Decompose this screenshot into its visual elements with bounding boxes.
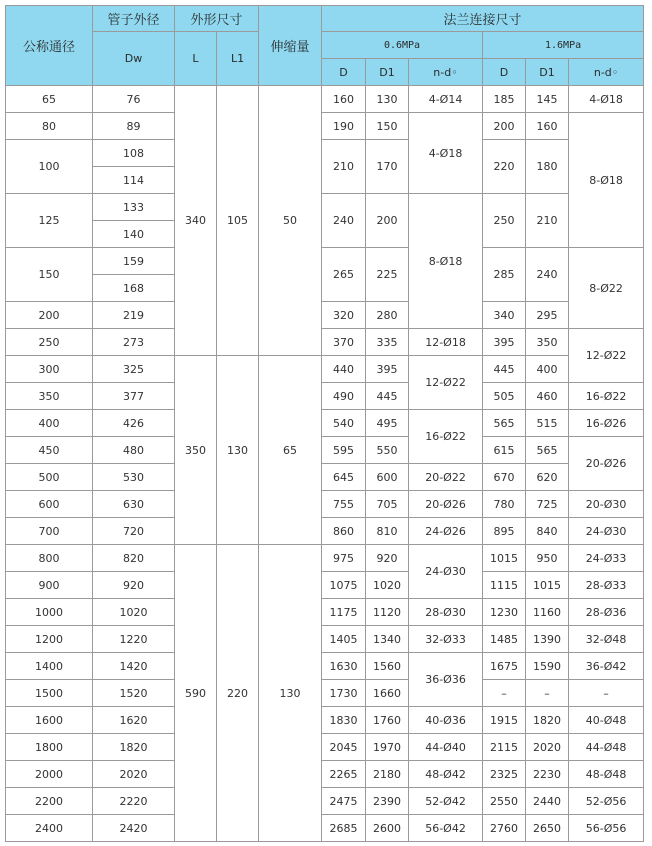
pipe-od-cell: 159 <box>93 248 175 275</box>
bolt-nd-1-6-cell: 12-Ø22 <box>569 329 644 383</box>
pipe-od-cell: 325 <box>93 356 175 383</box>
flange-D-1-6-cell: 2760 <box>483 815 526 842</box>
table-row <box>6 113 644 140</box>
pipe-od-cell: 1620 <box>93 707 175 734</box>
table-row <box>6 653 644 680</box>
flange-D-0-6-cell: 540 <box>322 410 366 437</box>
flange-D-1-6-cell: 1115 <box>483 572 526 599</box>
flange-D1-0-6-cell: 2600 <box>366 815 409 842</box>
table-row <box>6 140 644 167</box>
pipe-od-cell: 2420 <box>93 815 175 842</box>
nominal-dia-cell: 1600 <box>6 707 93 734</box>
flange-D-1-6-cell: 505 <box>483 383 526 410</box>
pipe-od-cell: 1520 <box>93 680 175 707</box>
flange-D1-1-6-cell: 210 <box>526 194 569 248</box>
bolt-nd-0-6-cell: 52-Ø42 <box>409 788 483 815</box>
dim-L-cell: 340 <box>175 86 217 356</box>
nominal-dia-cell: 1200 <box>6 626 93 653</box>
table-row <box>6 356 644 383</box>
flange-D-1-6-cell: 220 <box>483 140 526 194</box>
flange-D1-0-6-cell: 225 <box>366 248 409 302</box>
flange-D1-0-6-cell: 2390 <box>366 788 409 815</box>
header-D1-0-6: D1 <box>366 59 409 86</box>
flange-D-0-6-cell: 2265 <box>322 761 366 788</box>
flange-D1-0-6-cell: 1560 <box>366 653 409 680</box>
flange-D-0-6-cell: 1630 <box>322 653 366 680</box>
table-row <box>6 815 644 842</box>
flange-D-1-6-cell: 1230 <box>483 599 526 626</box>
flange-D-0-6-cell: 490 <box>322 383 366 410</box>
bolt-nd-0-6-cell: 24-Ø26 <box>409 518 483 545</box>
pipe-od-cell: 108 <box>93 140 175 167</box>
header-pipe-od-sym: Dw <box>93 32 175 86</box>
pipe-od-cell: 1420 <box>93 653 175 680</box>
pipe-od-cell: 219 <box>93 302 175 329</box>
table-row <box>6 491 644 518</box>
flange-D-0-6-cell: 1405 <box>322 626 366 653</box>
flange-D-0-6-cell: 755 <box>322 491 366 518</box>
flange-D1-1-6-cell: 460 <box>526 383 569 410</box>
header-dim-L: L <box>175 32 217 86</box>
flange-D1-0-6-cell: 550 <box>366 437 409 464</box>
flange-D1-0-6-cell: 130 <box>366 86 409 113</box>
pipe-od-cell: 530 <box>93 464 175 491</box>
flange-D1-1-6-cell: 160 <box>526 113 569 140</box>
flange-D-0-6-cell: 975 <box>322 545 366 572</box>
flange-D1-0-6-cell: 1660 <box>366 680 409 707</box>
flange-D1-1-6-cell: 1590 <box>526 653 569 680</box>
flange-D1-0-6-cell: 705 <box>366 491 409 518</box>
flange-D1-0-6-cell: 1970 <box>366 734 409 761</box>
bolt-nd-0-6-cell: 12-Ø22 <box>409 356 483 410</box>
flange-D-1-6-cell: – <box>483 680 526 707</box>
pipe-od-cell: 89 <box>93 113 175 140</box>
bolt-nd-0-6-cell: 4-Ø18 <box>409 113 483 194</box>
nominal-dia-cell: 600 <box>6 491 93 518</box>
header-D-1-6: D <box>483 59 526 86</box>
nominal-dia-cell: 300 <box>6 356 93 383</box>
flange-D1-1-6-cell: 1015 <box>526 572 569 599</box>
bolt-nd-1-6-cell: 8-Ø22 <box>569 248 644 329</box>
flange-D1-0-6-cell: 495 <box>366 410 409 437</box>
nominal-dia-cell: 150 <box>6 248 93 302</box>
pipe-od-cell: 920 <box>93 572 175 599</box>
table-row <box>6 464 644 491</box>
flange-D-1-6-cell: 395 <box>483 329 526 356</box>
flange-D-1-6-cell: 340 <box>483 302 526 329</box>
pipe-od-cell: 114 <box>93 167 175 194</box>
nominal-dia-cell: 700 <box>6 518 93 545</box>
flange-D-1-6-cell: 200 <box>483 113 526 140</box>
nominal-dia-cell: 450 <box>6 437 93 464</box>
bolt-nd-0-6-cell: 56-Ø42 <box>409 815 483 842</box>
header-nominal-dia: 公称通径 <box>6 6 93 86</box>
pipe-od-cell: 1220 <box>93 626 175 653</box>
nominal-dia-cell: 1400 <box>6 653 93 680</box>
dim-L1-cell: 130 <box>217 356 259 545</box>
dim-L-cell: 350 <box>175 356 217 545</box>
header-nd-1-6: n-d◦ <box>569 59 644 86</box>
bolt-nd-1-6-cell: 20-Ø26 <box>569 437 644 491</box>
flange-D-0-6-cell: 210 <box>322 140 366 194</box>
flange-D-0-6-cell: 240 <box>322 194 366 248</box>
bolt-nd-0-6-cell: 28-Ø30 <box>409 599 483 626</box>
table-row <box>6 734 644 761</box>
flange-D1-0-6-cell: 2180 <box>366 761 409 788</box>
expansion-cell: 130 <box>259 545 322 842</box>
bolt-nd-0-6-cell: 32-Ø33 <box>409 626 483 653</box>
flange-D1-1-6-cell: 620 <box>526 464 569 491</box>
flange-D1-1-6-cell: 350 <box>526 329 569 356</box>
flange-D-1-6-cell: 1915 <box>483 707 526 734</box>
table-row <box>6 86 644 113</box>
flange-D-0-6-cell: 320 <box>322 302 366 329</box>
nominal-dia-cell: 250 <box>6 329 93 356</box>
bolt-nd-0-6-cell: 48-Ø42 <box>409 761 483 788</box>
flange-D-1-6-cell: 250 <box>483 194 526 248</box>
flange-D-0-6-cell: 190 <box>322 113 366 140</box>
pipe-od-cell: 76 <box>93 86 175 113</box>
pipe-od-cell: 273 <box>93 329 175 356</box>
flange-spec-table <box>5 5 644 842</box>
table-row <box>6 761 644 788</box>
flange-D-0-6-cell: 2045 <box>322 734 366 761</box>
bolt-nd-1-6-cell: 4-Ø18 <box>569 86 644 113</box>
header-nd-0-6: n-d◦ <box>409 59 483 86</box>
bolt-nd-1-6-cell: 28-Ø36 <box>569 599 644 626</box>
flange-D1-0-6-cell: 335 <box>366 329 409 356</box>
table-row <box>6 437 644 464</box>
bolt-nd-1-6-cell: 16-Ø22 <box>569 383 644 410</box>
flange-D-1-6-cell: 2325 <box>483 761 526 788</box>
pipe-od-cell: 630 <box>93 491 175 518</box>
flange-D-1-6-cell: 615 <box>483 437 526 464</box>
flange-D-1-6-cell: 670 <box>483 464 526 491</box>
flange-D1-0-6-cell: 1120 <box>366 599 409 626</box>
expansion-cell: 50 <box>259 86 322 356</box>
table-row <box>6 194 644 221</box>
table-body <box>6 86 644 842</box>
flange-D-0-6-cell: 860 <box>322 518 366 545</box>
nominal-dia-cell: 100 <box>6 140 93 194</box>
flange-D-1-6-cell: 1675 <box>483 653 526 680</box>
flange-D1-1-6-cell: 725 <box>526 491 569 518</box>
pipe-od-cell: 140 <box>93 221 175 248</box>
nominal-dia-cell: 400 <box>6 410 93 437</box>
bolt-nd-1-6-cell: 32-Ø48 <box>569 626 644 653</box>
flange-D-1-6-cell: 2550 <box>483 788 526 815</box>
flange-D1-0-6-cell: 280 <box>366 302 409 329</box>
bolt-nd-1-6-cell: 36-Ø42 <box>569 653 644 680</box>
bolt-nd-1-6-cell: 16-Ø26 <box>569 410 644 437</box>
flange-D-0-6-cell: 265 <box>322 248 366 302</box>
bolt-nd-0-6-cell: 44-Ø40 <box>409 734 483 761</box>
flange-D1-1-6-cell: 240 <box>526 248 569 302</box>
bolt-nd-1-6-cell: 8-Ø18 <box>569 113 644 248</box>
bolt-nd-0-6-cell: 20-Ø26 <box>409 491 483 518</box>
header-pressure-1-6: 1.6MPa <box>483 32 644 59</box>
flange-D1-0-6-cell: 1760 <box>366 707 409 734</box>
table-row <box>6 680 644 707</box>
flange-D-1-6-cell: 565 <box>483 410 526 437</box>
table-row <box>6 626 644 653</box>
pipe-od-cell: 480 <box>93 437 175 464</box>
header-flange-dims: 法兰连接尺寸 <box>322 6 644 32</box>
nominal-dia-cell: 2200 <box>6 788 93 815</box>
header-expansion: 伸缩量 <box>259 6 322 86</box>
bolt-nd-0-6-cell: 40-Ø36 <box>409 707 483 734</box>
header-D-0-6: D <box>322 59 366 86</box>
flange-D1-0-6-cell: 170 <box>366 140 409 194</box>
flange-D-0-6-cell: 1175 <box>322 599 366 626</box>
table-row <box>6 788 644 815</box>
flange-D1-1-6-cell: 2230 <box>526 761 569 788</box>
nominal-dia-cell: 125 <box>6 194 93 248</box>
flange-D1-1-6-cell: 2440 <box>526 788 569 815</box>
dim-L-cell: 590 <box>175 545 217 842</box>
bolt-nd-1-6-cell: 24-Ø33 <box>569 545 644 572</box>
pipe-od-cell: 720 <box>93 518 175 545</box>
flange-D1-0-6-cell: 395 <box>366 356 409 383</box>
flange-D-1-6-cell: 2115 <box>483 734 526 761</box>
dim-L1-cell: 220 <box>217 545 259 842</box>
flange-D-1-6-cell: 185 <box>483 86 526 113</box>
flange-D-1-6-cell: 445 <box>483 356 526 383</box>
flange-D1-0-6-cell: 810 <box>366 518 409 545</box>
bolt-nd-0-6-cell: 16-Ø22 <box>409 410 483 464</box>
flange-D-0-6-cell: 370 <box>322 329 366 356</box>
bolt-nd-1-6-cell: 44-Ø48 <box>569 734 644 761</box>
flange-D1-1-6-cell: 565 <box>526 437 569 464</box>
nominal-dia-cell: 1500 <box>6 680 93 707</box>
flange-D-0-6-cell: 1830 <box>322 707 366 734</box>
pipe-od-cell: 1820 <box>93 734 175 761</box>
header-pipe-od: 管子外径 <box>93 6 175 32</box>
nominal-dia-cell: 200 <box>6 302 93 329</box>
table-row <box>6 248 644 275</box>
bolt-nd-1-6-cell: 48-Ø48 <box>569 761 644 788</box>
table-row <box>6 545 644 572</box>
flange-D1-1-6-cell: 515 <box>526 410 569 437</box>
table-row <box>6 329 644 356</box>
bolt-nd-1-6-cell: 20-Ø30 <box>569 491 644 518</box>
flange-D1-1-6-cell: – <box>526 680 569 707</box>
pipe-od-cell: 2220 <box>93 788 175 815</box>
pipe-od-cell: 168 <box>93 275 175 302</box>
flange-D1-0-6-cell: 920 <box>366 545 409 572</box>
bolt-nd-0-6-cell: 24-Ø30 <box>409 545 483 599</box>
flange-D1-0-6-cell: 1340 <box>366 626 409 653</box>
flange-D-0-6-cell: 160 <box>322 86 366 113</box>
flange-D-1-6-cell: 780 <box>483 491 526 518</box>
flange-D1-1-6-cell: 2020 <box>526 734 569 761</box>
flange-D-1-6-cell: 895 <box>483 518 526 545</box>
nominal-dia-cell: 2400 <box>6 815 93 842</box>
table-row <box>6 383 644 410</box>
dim-L1-cell: 105 <box>217 86 259 356</box>
header-pressure-0-6: 0.6MPa <box>322 32 483 59</box>
flange-D1-0-6-cell: 600 <box>366 464 409 491</box>
flange-D-0-6-cell: 645 <box>322 464 366 491</box>
flange-D1-1-6-cell: 295 <box>526 302 569 329</box>
flange-D-0-6-cell: 595 <box>322 437 366 464</box>
flange-D1-1-6-cell: 950 <box>526 545 569 572</box>
table-row <box>6 410 644 437</box>
nominal-dia-cell: 800 <box>6 545 93 572</box>
bolt-nd-0-6-cell: 12-Ø18 <box>409 329 483 356</box>
flange-D1-1-6-cell: 2650 <box>526 815 569 842</box>
flange-D1-0-6-cell: 445 <box>366 383 409 410</box>
table-row <box>6 599 644 626</box>
nominal-dia-cell: 2000 <box>6 761 93 788</box>
flange-D1-1-6-cell: 145 <box>526 86 569 113</box>
table-row <box>6 572 644 599</box>
flange-D-0-6-cell: 1730 <box>322 680 366 707</box>
nominal-dia-cell: 350 <box>6 383 93 410</box>
header-dim-L1: L1 <box>217 32 259 86</box>
pipe-od-cell: 820 <box>93 545 175 572</box>
flange-D1-1-6-cell: 1390 <box>526 626 569 653</box>
bolt-nd-1-6-cell: 56-Ø56 <box>569 815 644 842</box>
bolt-nd-0-6-cell: 36-Ø36 <box>409 653 483 707</box>
flange-D1-0-6-cell: 200 <box>366 194 409 248</box>
bolt-nd-1-6-cell: – <box>569 680 644 707</box>
flange-D1-1-6-cell: 1160 <box>526 599 569 626</box>
pipe-od-cell: 426 <box>93 410 175 437</box>
nominal-dia-cell: 1800 <box>6 734 93 761</box>
flange-D-0-6-cell: 2685 <box>322 815 366 842</box>
header-overall-dims: 外形尺寸 <box>175 6 259 32</box>
bolt-nd-0-6-cell: 4-Ø14 <box>409 86 483 113</box>
table-row <box>6 707 644 734</box>
flange-D-0-6-cell: 1075 <box>322 572 366 599</box>
pipe-od-cell: 377 <box>93 383 175 410</box>
pipe-od-cell: 1020 <box>93 599 175 626</box>
flange-D1-1-6-cell: 1820 <box>526 707 569 734</box>
table-row <box>6 518 644 545</box>
bolt-nd-0-6-cell: 20-Ø22 <box>409 464 483 491</box>
nominal-dia-cell: 500 <box>6 464 93 491</box>
flange-D-1-6-cell: 285 <box>483 248 526 302</box>
bolt-nd-1-6-cell: 40-Ø48 <box>569 707 644 734</box>
flange-D-1-6-cell: 1485 <box>483 626 526 653</box>
nominal-dia-cell: 1000 <box>6 599 93 626</box>
bolt-nd-0-6-cell: 8-Ø18 <box>409 194 483 329</box>
bolt-nd-1-6-cell: 28-Ø33 <box>569 572 644 599</box>
pipe-od-cell: 2020 <box>93 761 175 788</box>
header-D1-1-6: D1 <box>526 59 569 86</box>
flange-D-0-6-cell: 2475 <box>322 788 366 815</box>
flange-D1-0-6-cell: 1020 <box>366 572 409 599</box>
pipe-od-cell: 133 <box>93 194 175 221</box>
flange-D1-1-6-cell: 840 <box>526 518 569 545</box>
bolt-nd-1-6-cell: 52-Ø56 <box>569 788 644 815</box>
table-row <box>6 302 644 329</box>
expansion-cell: 65 <box>259 356 322 545</box>
nominal-dia-cell: 65 <box>6 86 93 113</box>
nominal-dia-cell: 80 <box>6 113 93 140</box>
flange-D-0-6-cell: 440 <box>322 356 366 383</box>
flange-D-1-6-cell: 1015 <box>483 545 526 572</box>
flange-D1-1-6-cell: 400 <box>526 356 569 383</box>
flange-D1-1-6-cell: 180 <box>526 140 569 194</box>
nominal-dia-cell: 900 <box>6 572 93 599</box>
flange-D1-0-6-cell: 150 <box>366 113 409 140</box>
bolt-nd-1-6-cell: 24-Ø30 <box>569 518 644 545</box>
